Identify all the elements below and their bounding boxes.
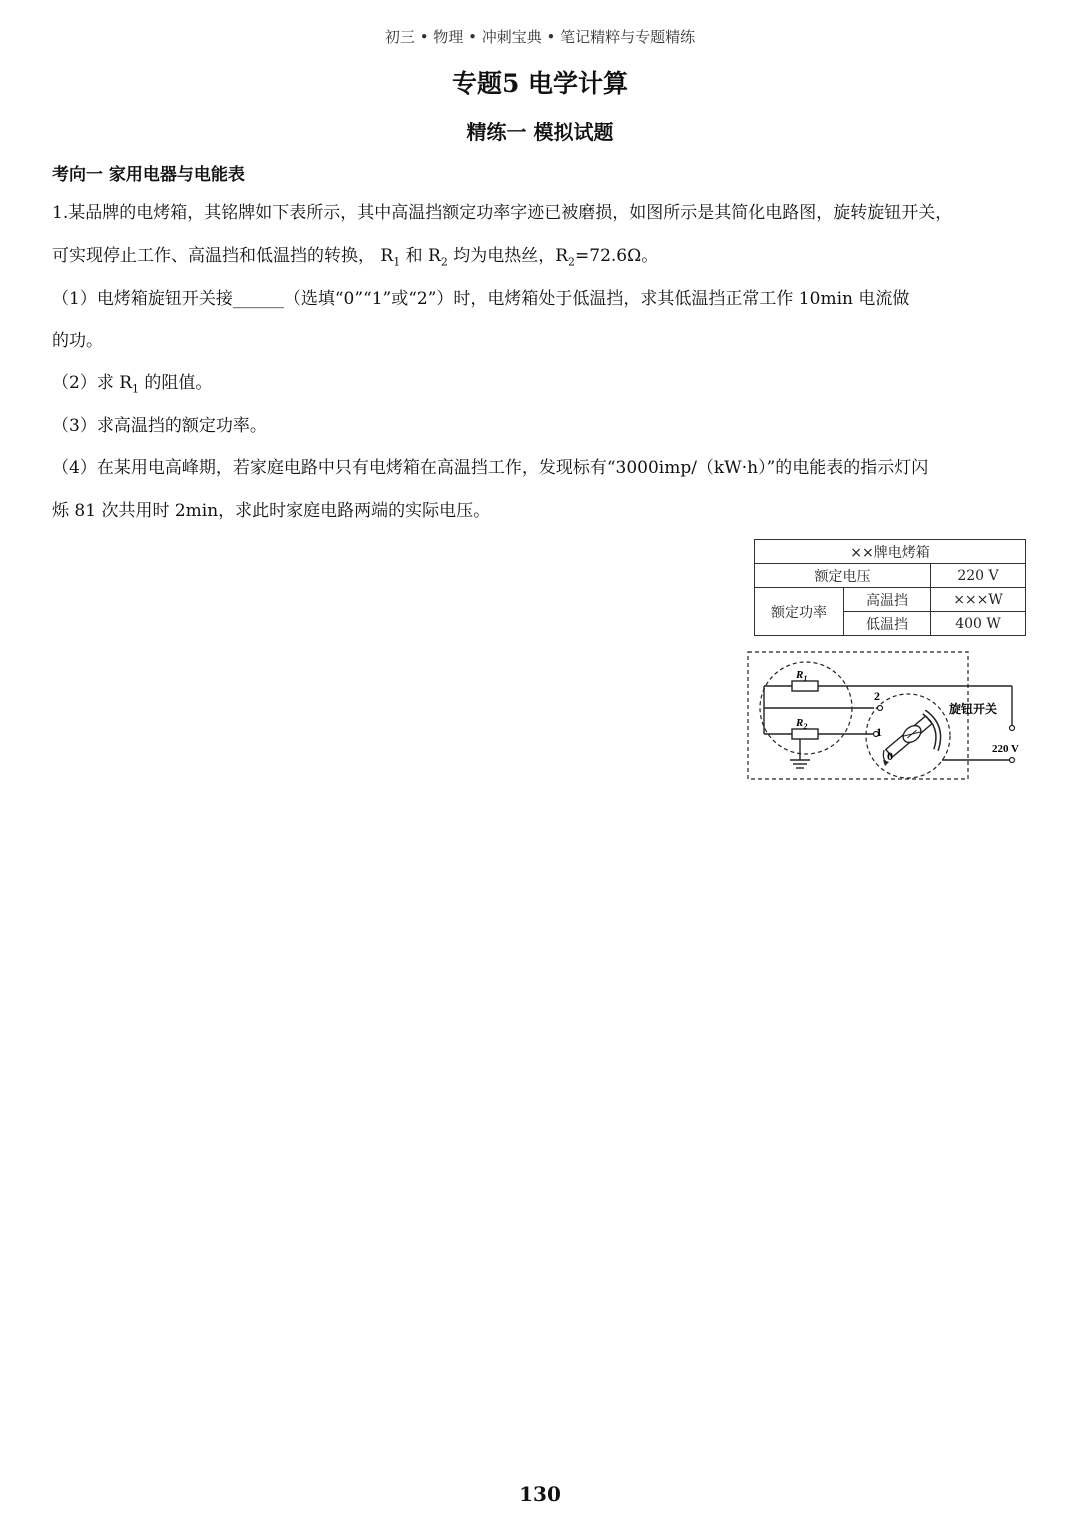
low-setting-value: 400 W [931, 612, 1026, 636]
question-stem-line1: 1.某品牌的电烤箱，其铭牌如下表所示，其中高温挡额定功率字迹已被磨损，如图所示是其简化电路图，旋转旋钮开关， [52, 203, 953, 223]
contact-2 [878, 706, 883, 711]
rated-voltage-value: 220 V [931, 564, 1026, 588]
supply-terminal-bottom [1010, 758, 1015, 763]
nameplate-table [754, 539, 1026, 636]
position-2-label: 2 [874, 689, 880, 703]
page-header: 初三 • 物理 • 冲刺宝典 • 笔记精粹与专题精练 [384, 28, 696, 46]
rated-voltage-label: 额定电压 [755, 564, 931, 588]
rotation-arrow [883, 750, 886, 762]
circuit-diagram [746, 650, 1036, 784]
supply-terminal-top [1010, 726, 1015, 731]
exercise-subtitle: 精练一 模拟试题 [466, 120, 614, 144]
subquestion-3: （3）求高温挡的额定功率。 [52, 416, 267, 436]
rated-power-label: 额定功率 [755, 588, 844, 636]
section-heading: 考向一 家用电器与电能表 [52, 165, 245, 185]
subquestion-1-line2: 的功。 [52, 331, 103, 351]
topic-title: 专题5 电学计算 [451, 69, 629, 98]
subquestion-1-line1: （1）电烤箱旋钮开关接______（选填“0”“1”或“2”）时，电烤箱处于低温挡，求其低温挡正常工作 10min 电流做 [52, 289, 910, 309]
high-setting-value: ×××W [931, 588, 1026, 612]
high-setting-label: 高温挡 [844, 588, 931, 612]
subquestion-4-line1: （4）在某用电高峰期，若家庭电路中只有电烤箱在高温挡工作，发现标有“3000imp/（kW·h）”的电能表的指示灯闪 [52, 458, 929, 478]
page-number: 130 [519, 1482, 561, 1506]
subquestion-4-line2: 烁 81 次共用时 2min，求此时家庭电路两端的实际电压。 [52, 501, 491, 521]
subquestion-2: （2）求 $R_1$ 的阻值。 [52, 373, 213, 396]
supply-voltage-label: 220 V [992, 743, 1019, 755]
question-stem-line2: 可实现停止工作、高温挡和低温挡的转换， $R_1$ 和 $R_2$ 均为电热丝，$R_2=72.6\Omega$。 [52, 246, 659, 269]
rotary-switch-label: 旋钮开关 [949, 702, 998, 716]
position-1-label: 1 [876, 725, 882, 739]
r2-label: $R_2$ [796, 717, 808, 731]
r1-label: $R_1$ [796, 669, 808, 683]
oven-enclosure-frame [748, 652, 968, 779]
position-0-label: 0 [887, 749, 893, 763]
low-setting-label: 低温挡 [844, 612, 931, 636]
nameplate-title: ××牌电烤箱 [755, 540, 1026, 564]
